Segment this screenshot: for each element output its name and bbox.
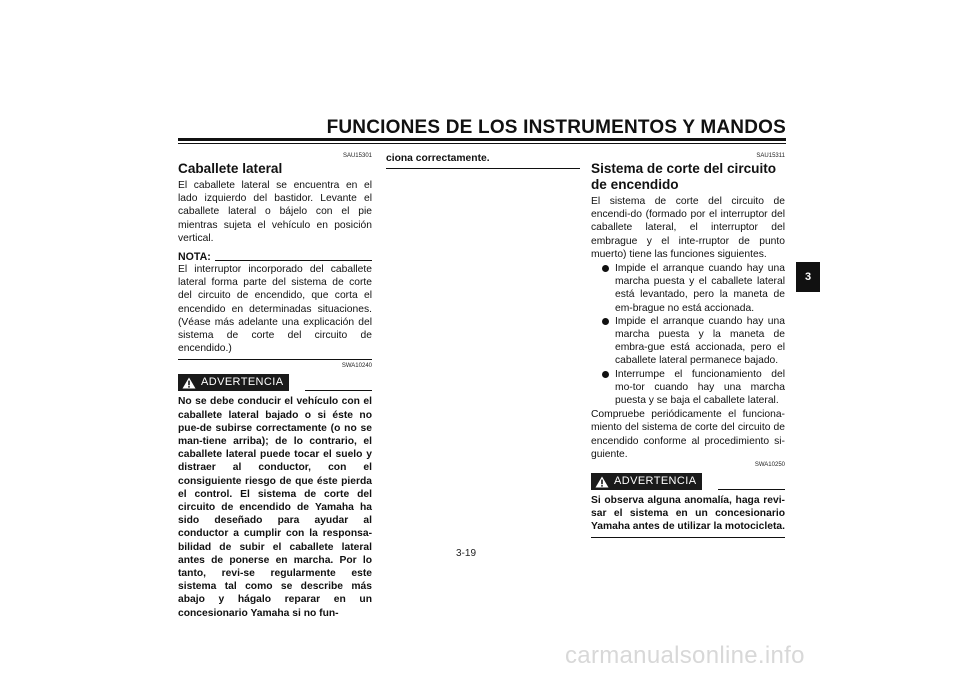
warning-code: SWA10250 — [754, 462, 785, 469]
warning-triangle-icon — [182, 377, 196, 389]
column-middle — [386, 152, 580, 169]
warning-label: ADVERTENCIA — [614, 475, 697, 488]
warning-label: ADVERTENCIA — [201, 376, 284, 389]
warning-text: No se debe conducir el vehículo con el caballete lateral bajado o si éste no pue-de subirse correctamente (o no se man-tiene arriba); de lo contrario, el caballete lateral puede tocar el suelo y distraer al conductor, con el consiguiente riesgo de que éste pierda el control. El sistema de corte del circuito de encendido de Yamaha ha sido deseñado para ayudar al conductor a cumplir con la responsa-bilidad de subir el caballete lateral antes de ponerse en marcha. Por lo tanto, revi-se regularmente este sistema tal como se describe más abajo y hágalo reparar en un concesionario Yamaha si no fun- — [178, 396, 372, 619]
list-item — [591, 368, 785, 408]
nota-text: El interruptor incorporado del caballete lateral forma parte del sistema de corte del circuito de encendido, que corta el encendido en determinadas situaciones. (Véase más adelante una explicación del sistema de corte del circuito de encendido.) — [178, 264, 372, 355]
section-heading-caballete: Caballete lateral — [178, 161, 283, 176]
section-heading-sistema-corte: Sistema de corte del circuito de encendido — [591, 161, 777, 192]
list-item-text: Interrumpe el funcionamiento del mo-tor cuando hay una marcha puesta y se baja el caballete lateral. — [615, 368, 785, 407]
column-right — [591, 152, 785, 538]
nota-rule — [215, 260, 372, 261]
warning-triangle-icon — [595, 476, 609, 488]
header-rule-thick — [178, 138, 786, 141]
section-body: El caballete lateral se encuentra en el lado izquierdo del bastidor. Levante el caballete lateral o bájelo con el pie mientras sujeta el vehículo en posición vertical. — [178, 180, 372, 244]
section-code: SAU15311 — [756, 153, 785, 159]
bullet-dot — [602, 318, 609, 325]
nota-label: NOTA: — [178, 251, 211, 264]
bullet-dot — [602, 371, 609, 378]
page-header-title: FUNCIONES DE LOS INSTRUMENTOS Y MANDOS — [326, 117, 786, 138]
bullet-dot — [602, 265, 609, 272]
warning-rule — [305, 390, 372, 392]
chapter-tab: 3 — [796, 262, 820, 292]
warning-code: SWA10240 — [341, 363, 372, 370]
warning-rule — [718, 489, 785, 491]
page-number: 3-19 — [456, 548, 477, 559]
warning-header — [591, 473, 785, 490]
warning-badge — [591, 473, 702, 490]
warning-text-continued: ciona correctamente. — [386, 153, 490, 164]
warning-text: Si observa alguna anomalía, haga revi-sar el sistema en un concesionario Yamaha antes de utilizar la motocicleta. — [591, 495, 785, 533]
section-outro: Compruebe periódicamente el funciona-miento del sistema de corte del circuito de encendido conforme al procedimiento si-guiente. — [591, 409, 785, 460]
section-intro: El sistema de corte del circuito de encendi-do (formado por el interruptor del caballete lateral, el interruptor del embrague y el inte-rruptor de punto muerto) tiene las funciones siguientes. — [591, 196, 785, 260]
list-item-text: Impide el arranque cuando hay una marcha puesta y la maneta de embra-gue está accionada, pero el caballete lateral permanece bajado. — [615, 315, 785, 367]
warning-badge — [178, 374, 289, 391]
warning-end-rule — [591, 537, 785, 538]
list-item-text: Impide el arranque cuando hay una marcha puesta y el caballete lateral está levantado, pero la maneta de em-brague no está accionada. — [615, 263, 785, 314]
column-left — [178, 152, 372, 620]
nota-end-rule — [178, 359, 372, 360]
watermark: carmanualsonline.info — [565, 642, 805, 669]
section-code: SAU15301 — [342, 153, 372, 159]
function-list — [591, 262, 785, 407]
list-item — [591, 315, 785, 368]
nota-header — [178, 251, 372, 263]
list-item — [591, 262, 785, 315]
warning-end-rule — [386, 168, 580, 169]
header-rule-thin — [178, 143, 786, 144]
warning-header — [178, 374, 372, 391]
